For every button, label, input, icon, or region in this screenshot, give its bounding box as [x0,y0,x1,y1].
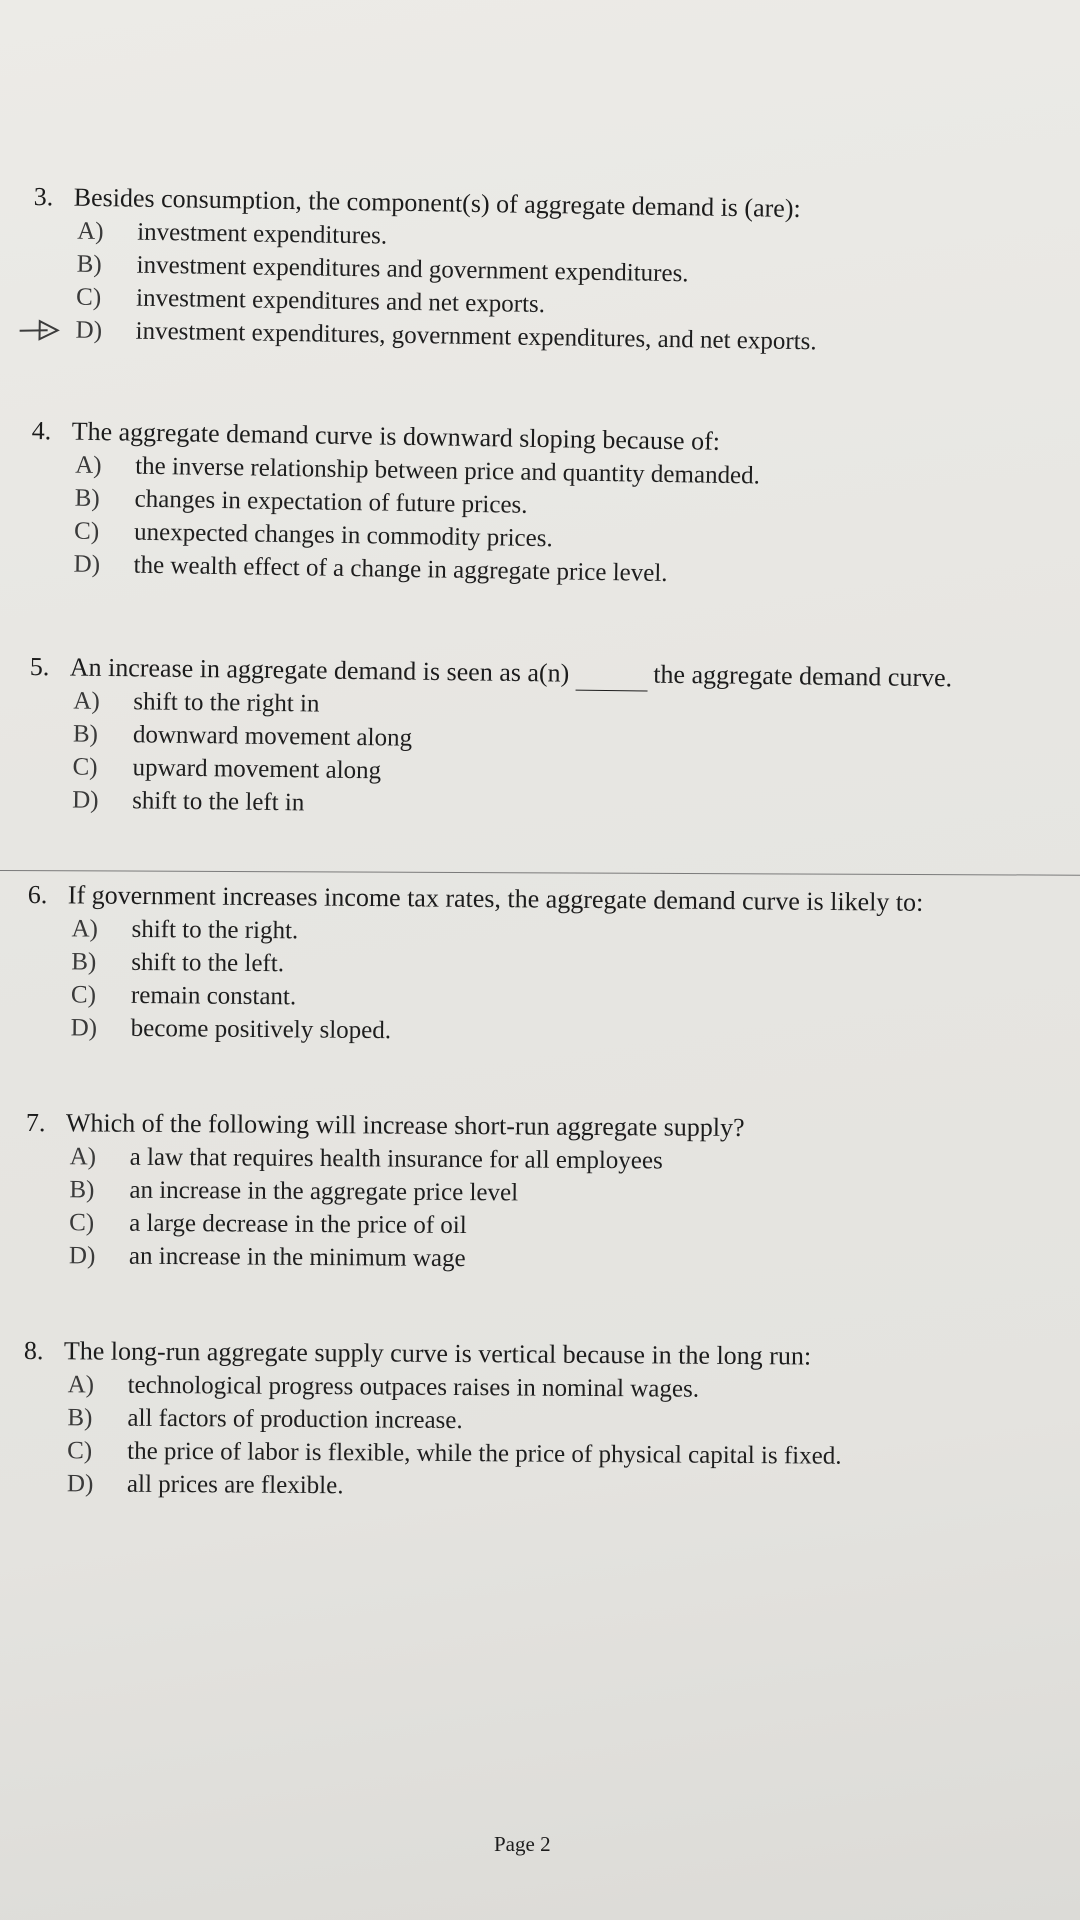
option-list [72,685,1070,829]
option-d [69,1239,1065,1279]
option-text: all prices are flexible. [126,1470,344,1500]
option-letter: C) [72,753,98,781]
question-8 [23,1334,1064,1507]
option-letter: C) [75,283,102,312]
option-text: an increase in the aggregate price level [129,1176,519,1207]
option-list [69,1140,1066,1279]
option-letter: D) [73,550,101,579]
option-letter: A) [69,1143,97,1171]
option-text: the wealth effect of a change in aggregate price level. [133,551,668,588]
question-4 [29,414,1071,596]
option-text: upward movement along [132,754,382,785]
option-letter: C) [69,1209,95,1237]
option-letter: C) [70,981,97,1009]
option-text: investment expenditures. [136,218,388,250]
question-5 [28,650,1070,829]
option-list [75,215,1073,363]
option-text: all factors of production increase. [127,1404,463,1435]
question-number: 4. [31,415,52,446]
option-text: investment expenditures and government expenditures. [136,251,689,288]
option-text: a law that requires health insurance for all employees [129,1143,663,1175]
option-text: a large decrease in the price of oil [129,1209,467,1240]
option-letter: C) [67,1437,93,1465]
question-text: The aggregate demand curve is downward sloping because of: [71,416,721,456]
option-list [71,912,1068,1053]
option-text: shift to the right. [131,915,299,945]
question-number: 3. [33,181,54,212]
option-text: downward movement along [132,721,413,752]
option-letter: B) [74,484,100,513]
question-number: 5. [29,651,50,682]
question-text: The long-run aggregate supply curve is vertical because in the long run: [63,1336,812,1371]
option-text: shift to the left in [132,787,305,817]
option-list [67,1368,1064,1507]
question-text: If government increases income tax rates, the aggregate demand curve is likely to: [67,880,924,917]
option-letter: B) [71,948,97,976]
option-letter: D) [72,786,99,814]
option-letter: D) [66,1470,94,1498]
option-text: an increase in the minimum wage [128,1242,466,1273]
option-letter: D) [75,316,103,345]
option-text: become positively sloped. [130,1014,392,1045]
option-text: changes in expectation of future prices. [134,485,528,519]
option-letter: B) [67,1404,93,1432]
question-number: 7. [25,1108,46,1138]
question-text-after-blank: the aggregate demand curve. [653,659,953,693]
pen-arrow-mark-icon [17,313,72,347]
option-text: unexpected changes in commodity prices. [133,518,553,553]
option-letter: A) [67,1371,95,1399]
option-letter: D) [70,1014,98,1042]
option-text: the price of labor is flexible, while the price of physical capital is fixed. [127,1437,842,1470]
option-letter: A) [71,915,99,943]
option-letter: D) [68,1242,96,1270]
question-number: 6. [27,879,48,910]
option-letter: B) [69,1176,95,1204]
option-list [73,449,1071,597]
option-d [67,1467,1063,1507]
question-3 [31,180,1073,362]
option-letter: A) [74,451,102,480]
question-text: Besides consumption, the component(s) of aggregate demand is (are): [73,182,801,224]
option-text: shift to the right in [133,688,320,718]
answer-blank [575,664,647,692]
option-letter: B) [76,250,102,279]
option-text: technological progress outpaces raises in nominal wages. [127,1371,700,1403]
option-letter: A) [73,687,100,715]
question-6 [27,878,1068,1053]
horizontal-divider [0,870,1080,876]
option-text: remain constant. [130,981,297,1011]
question-7 [25,1106,1066,1279]
option-text: investment expenditures, government expenditures, and net exports. [135,317,817,356]
option-text: shift to the left. [131,948,285,978]
option-letter: B) [72,720,99,748]
option-letter: A) [76,217,104,246]
option-text: the inverse relationship between price and quantity demanded. [134,452,761,490]
option-letter: C) [73,517,100,546]
page-number: Page 2 [494,1832,551,1856]
question-number: 8. [23,1336,44,1366]
option-text: investment expenditures and net exports. [135,284,546,319]
question-text: Which of the following will increase short-run aggregate supply? [65,1108,745,1143]
question-text-before-blank: An increase in aggregate demand is seen as a(n) [69,652,570,688]
